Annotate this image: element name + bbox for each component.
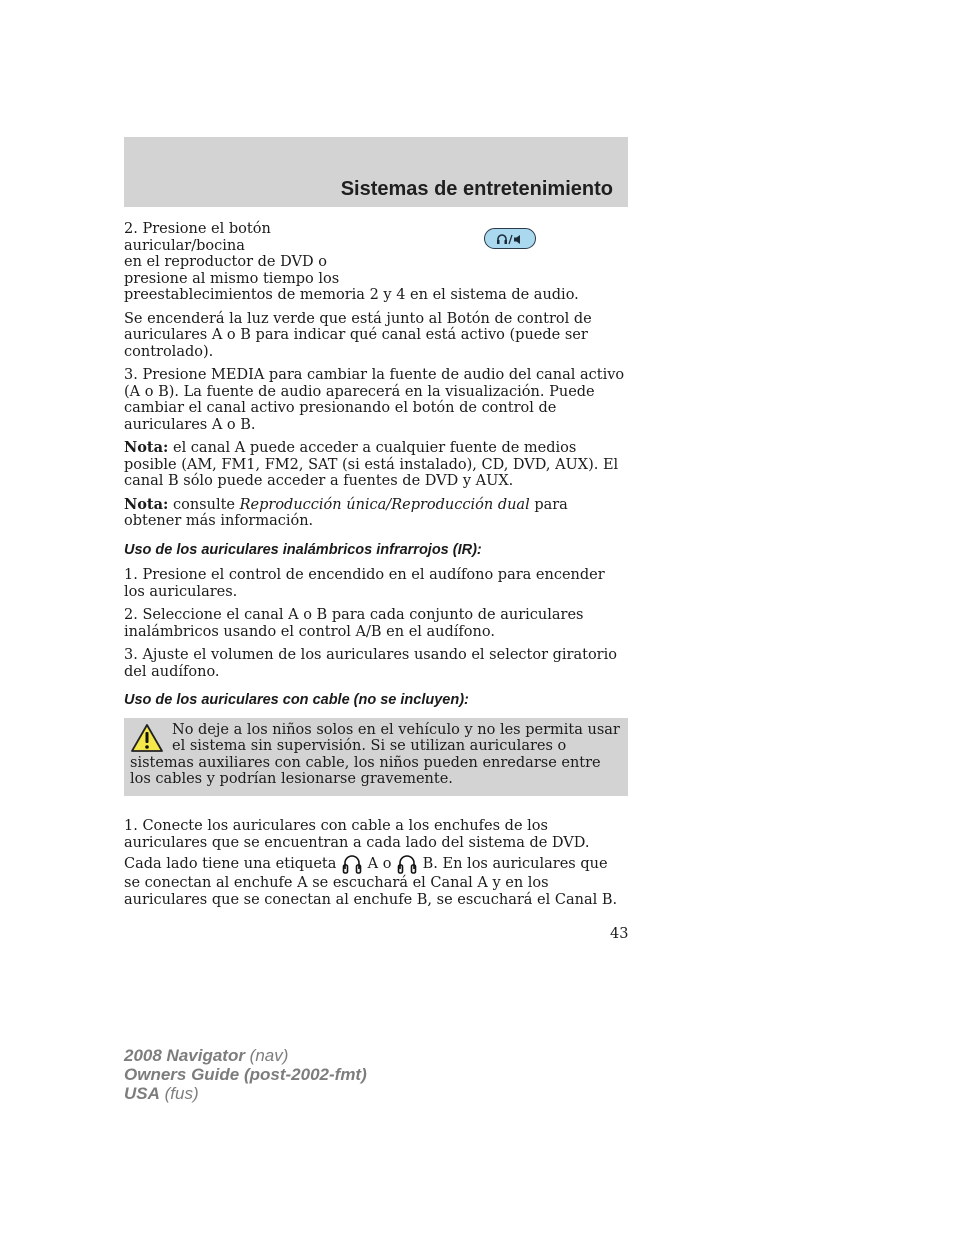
headphone-icon <box>341 853 363 875</box>
step2-line-2: en el reproductor de DVD o <box>124 254 327 270</box>
ir-step-2: 2. Seleccione el canal A o B para cada conjunto de auriculares inalámbricos usando el control A/B en el audífono. <box>124 607 584 640</box>
warning-box <box>124 718 628 796</box>
section-header <box>124 137 628 207</box>
note2-paragraph <box>124 497 628 530</box>
footer-region-code: (fus) <box>159 1084 199 1103</box>
ir-step-3: 3. Ajuste el volumen de los auriculares usando el selector giratorio del audífono. <box>124 647 617 680</box>
note2-label: Nota: <box>124 495 169 513</box>
warning-text: No deje a los niños solos en el vehículo y no les permita usar el sistema sin supervisión. Si se utilizan auriculares o sistemas auxiliares con cable, los niños pueden enredarse entre los cables y podrían lesionarse gravemente. <box>130 721 620 787</box>
ir-section-heading: Uso de los auriculares inalámbricos infrarrojos (IR): <box>124 541 482 558</box>
footer-region: USA <box>124 1084 160 1103</box>
footer-line-3 <box>124 1084 367 1103</box>
footer-line-2 <box>124 1065 367 1084</box>
note2-reference: Reproducción única/Reproducción dual <box>239 496 530 513</box>
step2-line-3: presione al mismo tiempo los <box>124 270 340 287</box>
note1-text: el canal A puede acceder a cualquier fuente de medios posible (AM, FM1, FM2, SAT (si está instalado), CD, DVD, AUX). El canal B sólo puede acceder a fuentes de DVD y AUX. <box>124 440 619 489</box>
footer-line-1 <box>124 1046 367 1065</box>
section-title: Sistemas de entretenimiento <box>340 178 613 200</box>
wired-section-heading: Uso de los auriculares con cable (no se incluyen): <box>124 692 469 708</box>
headphone-speaker-glyph-icon <box>495 233 525 245</box>
note2-pre: consulte <box>168 496 240 513</box>
headphone-speaker-button-icon <box>484 228 536 249</box>
footer-model: 2008 Navigator <box>124 1046 245 1065</box>
footer-guide: Owners Guide (post-2002-fmt) <box>124 1065 367 1084</box>
note2-post: para obtener más información. <box>124 496 568 529</box>
step2-line-1: 2. Presione el botón auricular/bocina <box>124 221 271 254</box>
step2-block <box>124 221 628 304</box>
ir-step-1: 1. Presione el control de encendido en el audífono para encender los auriculares. <box>124 567 605 600</box>
note1-paragraph <box>124 440 628 490</box>
page-number: 43 <box>610 926 629 942</box>
step3-paragraph: 3. Presione MEDIA para cambiar la fuente de audio del canal activo (A o B). La fuente de audio aparecerá en la visualización. Puede cambiar el canal activo presionando el botón de control de auriculares A o B. <box>124 367 625 433</box>
step2-paragraph <box>124 221 628 304</box>
step2-line-4: preestablecimientos de memoria 2 y 4 en el sistema de audio. <box>124 287 579 303</box>
wired-step-1 <box>124 818 628 910</box>
wired-step-1-pre: 1. Conecte los auriculares con cable a los enchufes de los auriculares que se encuentran a cada lado del sistema de DVD. Cada lado tiene una etiqueta <box>124 817 590 872</box>
document-footer <box>124 1046 367 1103</box>
note1-label: Nota: <box>124 439 169 456</box>
wired-step-1-mid: A o <box>363 855 397 872</box>
headphone-icon <box>396 853 418 875</box>
footer-model-code: (nav) <box>244 1046 289 1065</box>
page-content <box>124 221 628 917</box>
wired-step-1-post: B. En los auriculares que se conectan al enchufe A se escuchará el Canal A y en los auriculares que se conectan al enchufe B, se escuchará el Canal B. <box>124 855 618 908</box>
green-light-paragraph: Se encenderá la luz verde que está junto al Botón de control de auriculares A o B para indicar qué canal está activo (puede ser controlado). <box>124 310 592 360</box>
warning-triangle-icon <box>130 723 164 753</box>
